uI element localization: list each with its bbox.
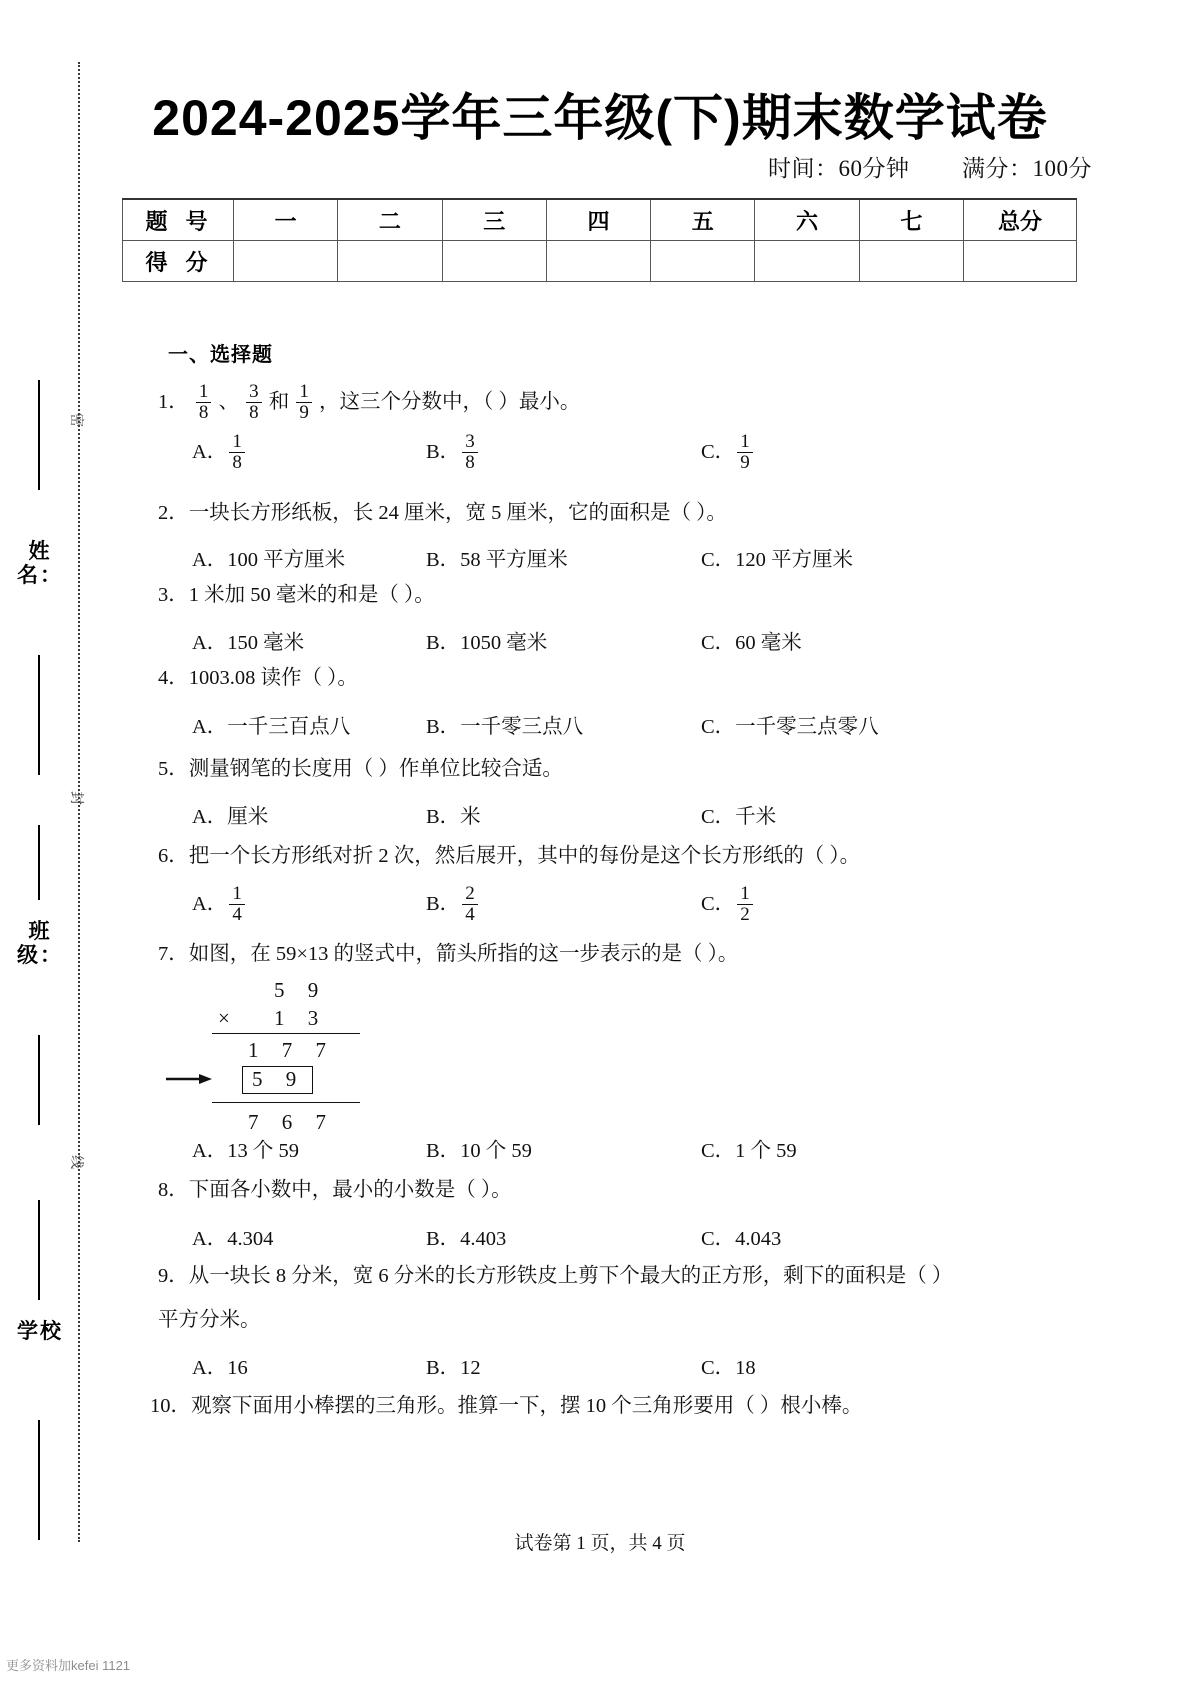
q5-option-b[interactable]: B．米	[426, 806, 481, 828]
question-2-number: 2．	[158, 502, 189, 524]
question-9-line-2	[158, 1307, 261, 1335]
watermark-text: 更多资料加kefei 1121	[6, 1658, 131, 1673]
q8-option-b[interactable]: B．4.403	[426, 1228, 507, 1250]
q7-option-a[interactable]: A．13 个 59	[192, 1140, 300, 1162]
question-8	[158, 1177, 512, 1205]
question-9-text-line-2: 平方分米。	[158, 1309, 261, 1331]
question-8-options	[158, 1221, 988, 1251]
vmul-operator: ×	[218, 1006, 230, 1030]
question-5	[158, 756, 563, 784]
q9-option-b[interactable]: B．12	[426, 1357, 481, 1379]
q6-option-a[interactable]: A． $\frac{1}{4}$	[192, 884, 247, 925]
section-heading-1: 一、选择题	[168, 344, 273, 366]
name-rule-bottom	[38, 655, 40, 775]
vmul-rule-1	[212, 1033, 360, 1034]
score-cell-head-2: 二	[338, 199, 442, 241]
q1-text-part-1: 、	[218, 391, 239, 414]
q9-option-c[interactable]: C．18	[701, 1357, 756, 1379]
seal-char-mi: 密	[69, 413, 85, 427]
q4-option-c[interactable]: C．一千零三点零八	[701, 716, 879, 738]
q3-option-b[interactable]: B．1050 毫米	[426, 632, 548, 654]
question-10	[150, 1393, 862, 1421]
question-8-number: 8．	[158, 1179, 189, 1201]
q6-option-b-fraction: $\frac{2}{4}$	[462, 884, 478, 925]
question-6	[158, 843, 860, 871]
q1-fraction-1: $\frac{1}{8}$	[196, 382, 212, 423]
question-4-number: 4．	[158, 667, 189, 689]
seal-label-name-text: 姓名：	[17, 540, 63, 588]
question-6-options	[158, 884, 988, 932]
q4-option-b[interactable]: B．一千零三点八	[426, 716, 584, 738]
question-7-number: 7．	[158, 943, 189, 965]
sealing-line-strip	[0, 0, 110, 1684]
page-footer: 试卷第 1 页，共 4 页	[514, 1533, 686, 1554]
seal-label-class-text: 班级：	[17, 920, 63, 968]
exam-page	[110, 0, 1110, 1684]
score-table-row-label-score: 得 分	[123, 241, 234, 282]
question-1-options	[158, 432, 988, 480]
q2-option-c[interactable]: C．120 平方厘米	[701, 549, 854, 571]
score-cell-head-1: 一	[234, 199, 338, 241]
q1-option-a-fraction: $\frac{1}{8}$	[229, 432, 245, 473]
question-9-options	[158, 1350, 988, 1380]
q6-option-a-fraction: $\frac{1}{4}$	[229, 884, 245, 925]
vmul-multiplicand: 5 9	[274, 978, 328, 1002]
question-5-number: 5．	[158, 758, 189, 780]
question-7-text: 如图，在 59×13 的竖式中，箭头所指的这一步表示的是（ ）。	[188, 943, 739, 965]
question-3-text: 1 米加 50 毫米的和是（ ）。	[188, 584, 435, 606]
question-3-options	[158, 625, 988, 655]
school-rule-bottom	[38, 1420, 40, 1540]
q7-option-b[interactable]: B．10 个 59	[426, 1140, 532, 1162]
q6-option-c-fraction: $\frac{1}{2}$	[737, 884, 753, 925]
table-row-question-numbers	[123, 199, 1077, 241]
score-cell-blank-2[interactable]	[338, 241, 442, 282]
seal-label-name	[10, 540, 70, 588]
class-rule-top	[38, 825, 40, 900]
q1-fraction-2: $\frac{3}{8}$	[246, 382, 262, 423]
seal-label-school-text: 学校	[17, 1320, 63, 1343]
page-title: 2024-2025学年三年级(下)期末数学试卷	[152, 90, 1048, 146]
vmul-partial-product-1: 1 7 7	[248, 1038, 335, 1062]
question-2	[158, 500, 727, 528]
q3-option-c[interactable]: C．60 毫米	[701, 632, 802, 654]
question-1-number: 1．	[158, 391, 189, 414]
q6-option-b[interactable]: B． $\frac{2}{4}$	[426, 884, 480, 925]
exam-duration: 时间：60分钟	[768, 156, 910, 181]
score-cell-blank-5[interactable]	[651, 241, 755, 282]
question-6-number: 6．	[158, 845, 189, 867]
table-row-scores	[123, 241, 1077, 282]
question-2-options	[158, 542, 988, 572]
question-7	[158, 941, 738, 969]
question-3	[158, 582, 435, 610]
school-rule-top	[38, 1200, 40, 1300]
question-4-text: 1003.08 读作（ ）。	[188, 667, 358, 689]
score-cell-head-total: 总分	[964, 199, 1077, 241]
q1-option-c-fraction: $\frac{1}{9}$	[737, 432, 753, 473]
score-cell-head-3: 三	[442, 199, 546, 241]
q5-option-a[interactable]: A．厘米	[192, 806, 269, 828]
q1-text-part-2: 和	[268, 391, 290, 414]
score-cell-blank-total[interactable]	[964, 241, 1077, 282]
q2-option-b[interactable]: B．58 平方厘米	[426, 549, 568, 571]
q1-option-b[interactable]: B． $\frac{3}{8}$	[426, 432, 480, 473]
question-9-text: 从一块长 8 分米，宽 6 分米的长方形铁皮上剪下个最大的正方形，剩下的面积是（ ）	[188, 1265, 953, 1287]
exam-total-score: 满分：100分	[962, 156, 1092, 181]
q8-option-c[interactable]: C．4.043	[701, 1228, 782, 1250]
score-cell-blank-4[interactable]	[546, 241, 650, 282]
question-8-text: 下面各小数中，最小的小数是（ ）。	[188, 1179, 512, 1201]
question-9	[158, 1263, 952, 1291]
q3-option-a[interactable]: A．150 毫米	[192, 632, 305, 654]
seal-label-school	[10, 1320, 70, 1344]
seal-char-feng: 封	[69, 791, 85, 805]
question-6-text: 把一个长方形纸对折 2 次，然后展开，其中的每份是这个长方形纸的（ ）。	[188, 845, 861, 867]
arrow-right-icon	[166, 1072, 212, 1086]
question-2-text: 一块长方形纸板，长 24 厘米，宽 5 厘米，它的面积是（ ）。	[188, 502, 727, 524]
vmul-result: 7 6 7	[248, 1110, 335, 1134]
q1-option-c[interactable]: C． $\frac{1}{9}$	[701, 432, 755, 473]
score-cell-blank-3[interactable]	[442, 241, 546, 282]
question-3-number: 3．	[158, 584, 189, 606]
score-table	[122, 198, 1077, 282]
class-rule-bottom	[38, 1035, 40, 1125]
q7-option-c[interactable]: C．1 个 59	[701, 1140, 797, 1162]
question-4	[158, 665, 358, 693]
question-4-options	[158, 709, 988, 739]
q1-option-a[interactable]: A． $\frac{1}{8}$	[192, 432, 247, 473]
vmul-partial-product-2-boxed: 5 9	[242, 1066, 313, 1094]
q4-option-a[interactable]: A．一千三百点八	[192, 716, 351, 738]
question-7-options	[158, 1133, 988, 1163]
score-cell-blank-6[interactable]	[755, 241, 859, 282]
score-cell-head-4: 四	[546, 199, 650, 241]
score-cell-blank-1[interactable]	[234, 241, 338, 282]
q9-option-a[interactable]: A．16	[192, 1357, 248, 1379]
seal-char-xian: 线	[69, 1155, 85, 1169]
q6-option-c[interactable]: C． $\frac{1}{2}$	[701, 884, 755, 925]
question-10-text: 观察下面用小棒摆的三角形。推算一下，摆 10 个三角形要用（ ）根小棒。	[191, 1395, 863, 1417]
question-5-options	[158, 799, 988, 829]
question-9-number: 9．	[158, 1265, 189, 1287]
score-cell-head-7: 七	[859, 199, 963, 241]
name-rule-top	[38, 380, 40, 490]
q5-option-c[interactable]: C．千米	[701, 806, 777, 828]
score-cell-blank-7[interactable]	[859, 241, 963, 282]
exam-meta	[768, 150, 1092, 183]
question-10-number: 10．	[150, 1395, 191, 1417]
q1-fraction-3: $\frac{1}{9}$	[296, 382, 312, 423]
question-1	[158, 382, 580, 423]
score-table-row-label-qnum: 题 号	[123, 199, 234, 241]
seal-label-class	[10, 920, 70, 968]
score-cell-head-6: 六	[755, 199, 859, 241]
question-5-text: 测量钢笔的长度用（ ）作单位比较合适。	[188, 758, 563, 780]
q1-option-b-fraction: $\frac{3}{8}$	[462, 432, 478, 473]
q8-option-a[interactable]: A．4.304	[192, 1228, 274, 1250]
vmul-multiplier: 1 3	[274, 1006, 328, 1030]
q2-option-a[interactable]: A．100 平方厘米	[192, 549, 346, 571]
q1-text-part-3: ，这三个分数中，（ ）最小。	[319, 391, 581, 414]
score-cell-head-5: 五	[651, 199, 755, 241]
vmul-rule-2	[212, 1102, 360, 1103]
